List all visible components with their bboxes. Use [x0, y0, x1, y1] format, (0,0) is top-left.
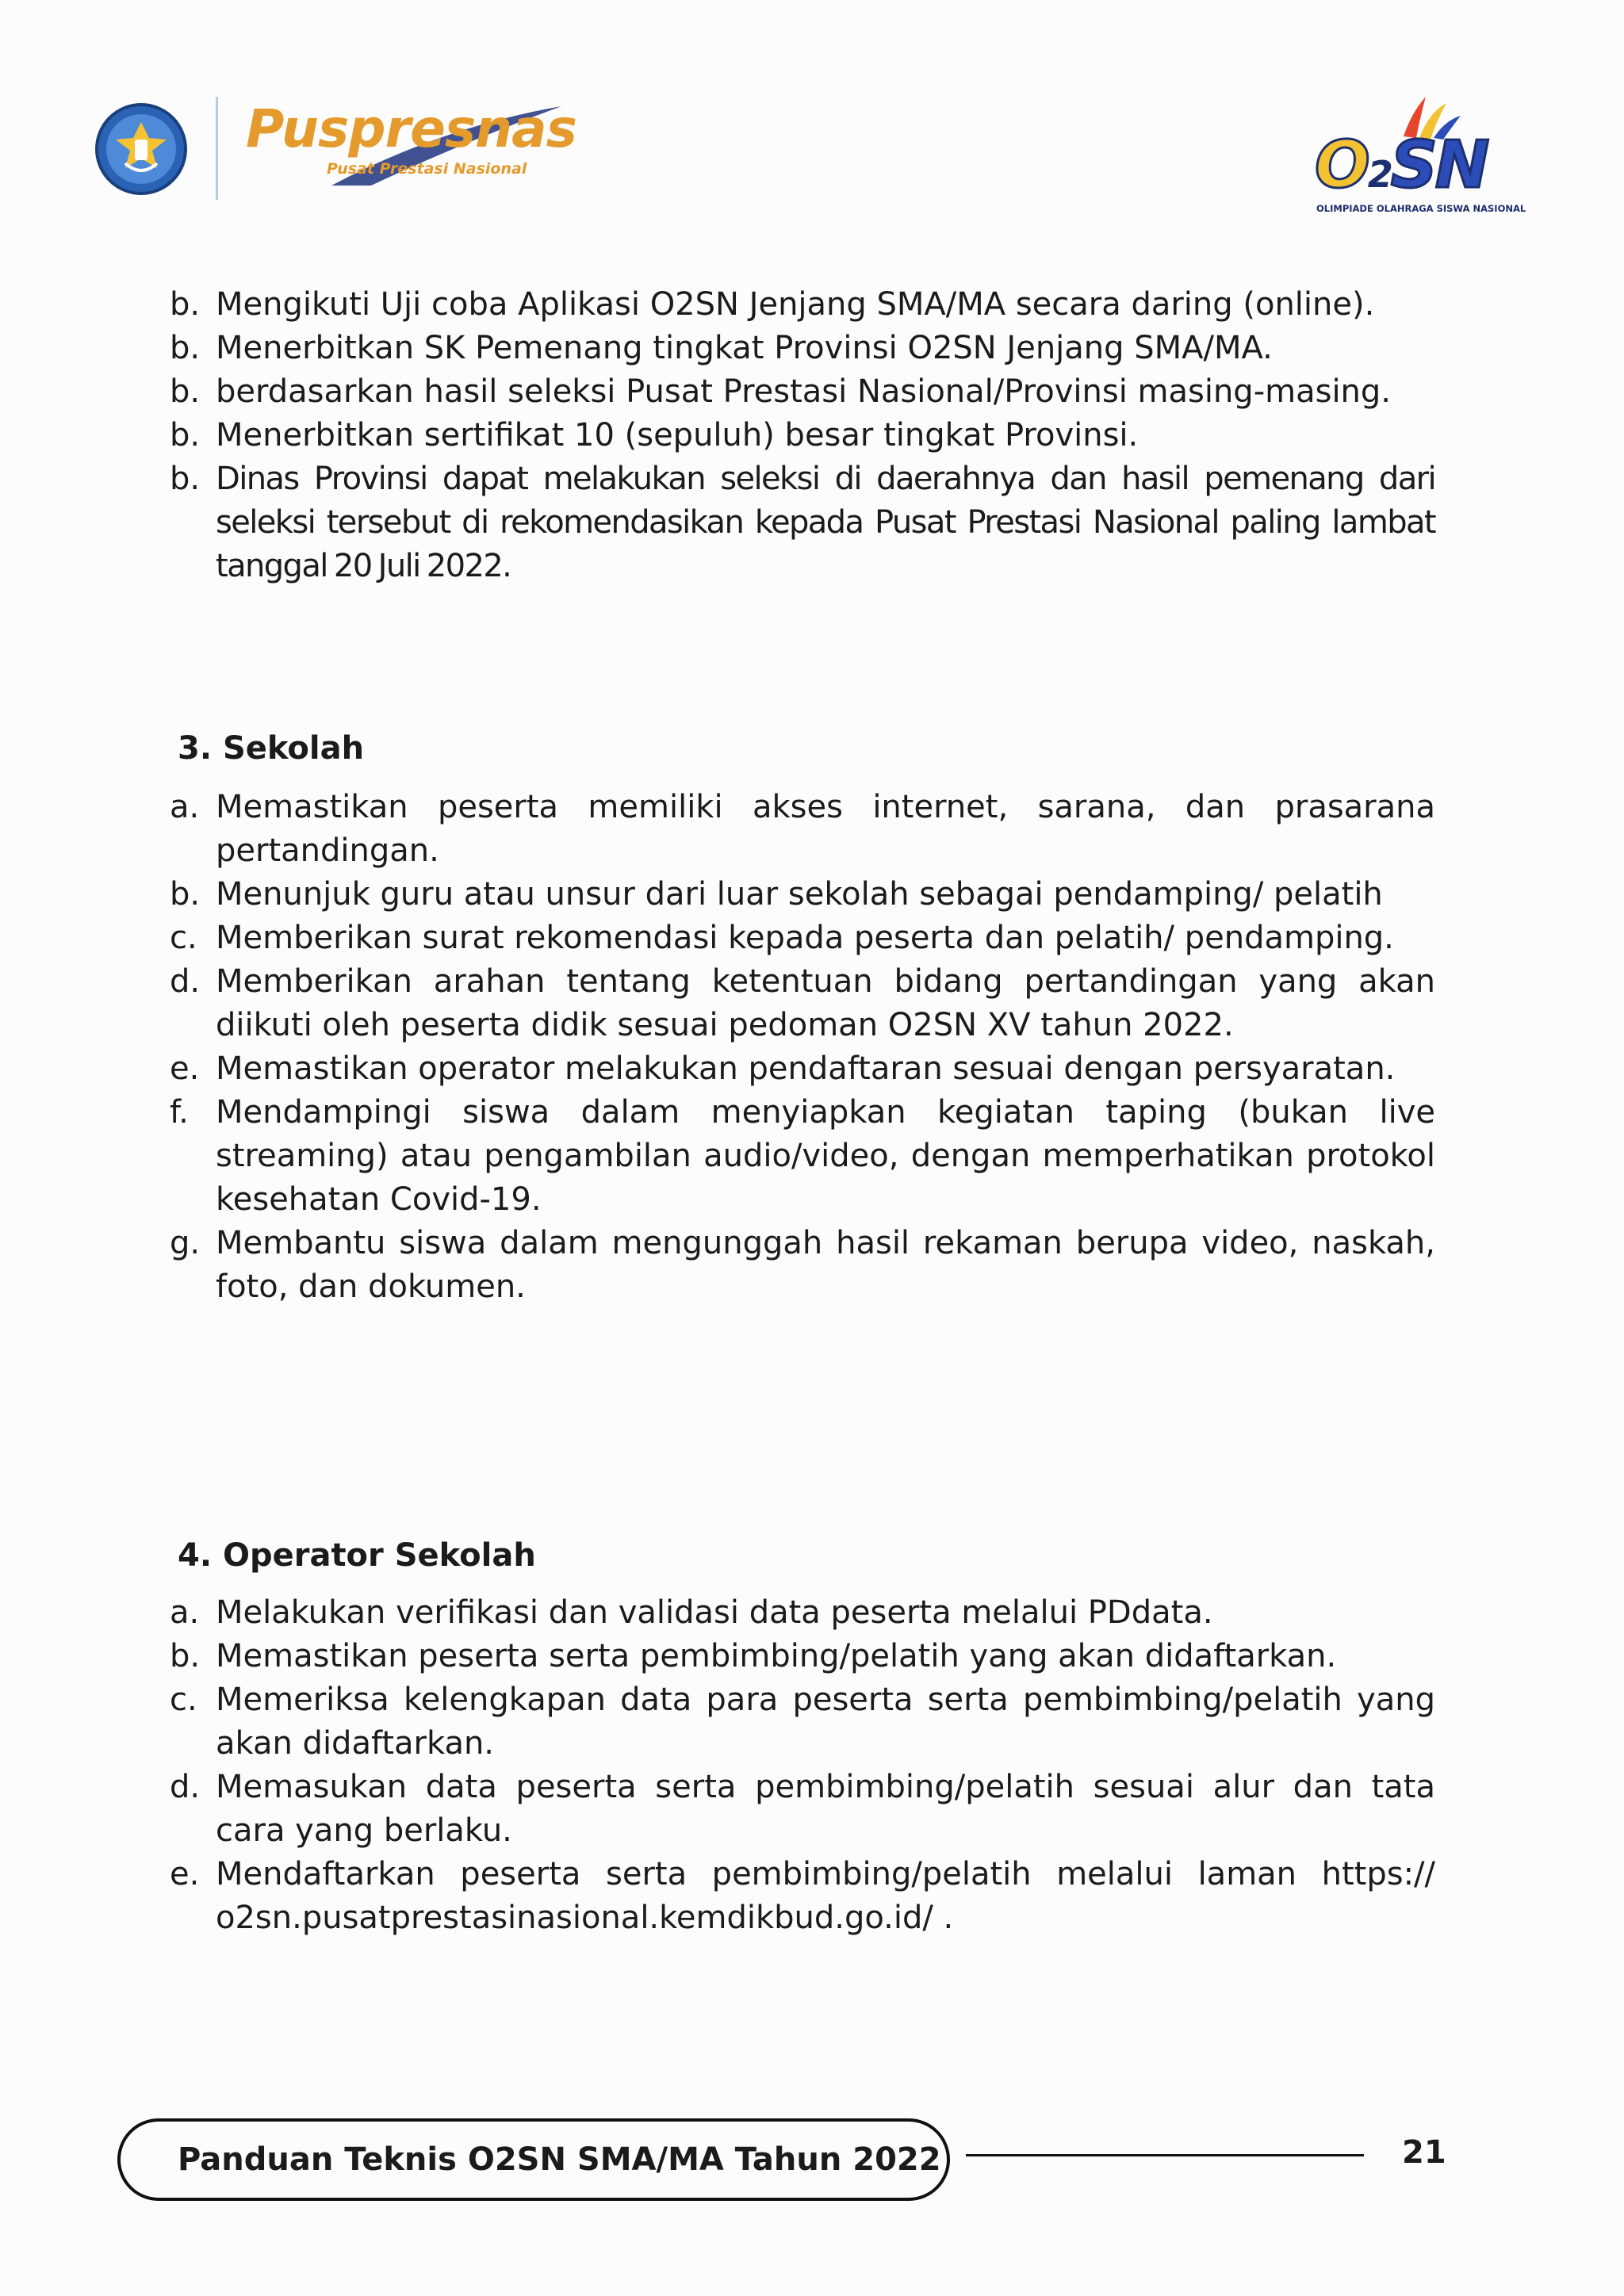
puspresnas-logo: [244, 98, 577, 190]
list-item-text: Melakukan verifikasi dan validasi data peserta melalui PDdata.: [216, 1594, 1213, 1631]
list-item-text: Menerbitkan sertifikat 10 (sepuluh) besar tingkat Provinsi.: [216, 417, 1139, 453]
kemdikbud-emblem-icon: [94, 101, 189, 197]
list-item: [170, 960, 1435, 1047]
list-marker: g.: [170, 1225, 201, 1261]
list-item: [170, 1222, 1435, 1309]
o2sn-logo: [1300, 89, 1538, 216]
list-item: [170, 1591, 1435, 1635]
province-duties-list: [170, 283, 1435, 588]
puspresnas-wordmark: Puspresnas: [246, 98, 576, 159]
list-item: [170, 1678, 1435, 1766]
page-number: 21: [1402, 2134, 1446, 2171]
list-marker: d.: [170, 963, 201, 1000]
list-marker: d.: [170, 1769, 201, 1805]
school-duties-list: [170, 786, 1435, 1309]
section-4-heading: 4. Operator Sekolah: [178, 1537, 536, 1574]
footer-title: Panduan Teknis O2SN SMA/MA Tahun 2022: [178, 2141, 941, 2178]
list-item-text: Memberikan surat rekomendasi kepada peserta dan pelatih/ pendamping.: [216, 920, 1394, 956]
list-marker: e.: [170, 1856, 200, 1892]
list-item-text: Memastikan operator melakukan pendaftaran sesuai dengan persyaratan.: [216, 1050, 1396, 1087]
list-marker: a.: [170, 789, 200, 825]
list-item: [170, 457, 1435, 588]
list-item: [170, 1047, 1435, 1091]
list-item-text: Mendaftarkan peserta serta pembimbing/pelatih melalui laman https:// o2sn.pusatprestasinasional.kemdikbud.go.id/ .: [216, 1856, 1435, 1936]
list-marker: c.: [170, 1682, 197, 1718]
list-marker: b.: [170, 286, 201, 323]
list-item-text: berdasarkan hasil seleksi Pusat Prestasi Nasional/Provinsi masing-masing.: [216, 373, 1392, 410]
list-marker: c.: [170, 920, 197, 956]
list-marker: b.: [170, 1638, 201, 1674]
list-item: [170, 370, 1435, 414]
list-item-text: Menerbitkan SK Pemenang tingkat Provinsi O2SN Jenjang SMA/MA.: [216, 330, 1273, 366]
list-marker: b.: [170, 373, 201, 410]
list-marker: b.: [170, 876, 201, 913]
list-item: [170, 1091, 1435, 1222]
list-item: [170, 873, 1435, 916]
list-marker: f.: [170, 1094, 189, 1131]
list-item-text: Membantu siswa dalam mengunggah hasil rekaman berupa video, naskah, foto, dan dokumen.: [216, 1225, 1435, 1305]
list-item-text: Memberikan arahan tentang ketentuan bidang pertandingan yang akan diikuti oleh peserta didik sesuai pedoman O2SN XV tahun 2022.: [216, 963, 1435, 1043]
list-item: [170, 414, 1435, 457]
list-item-text: Menunjuk guru atau unsur dari luar sekolah sebagai pendamping/ pelatih: [216, 876, 1383, 913]
list-item: [170, 283, 1435, 327]
list-item-text: Memeriksa kelengkapan data para peserta serta pembimbing/pelatih yang akan didaftarkan.: [216, 1682, 1435, 1762]
list-item: [170, 327, 1435, 370]
list-item-text: Mendampingi siswa dalam menyiapkan kegiatan taping (bukan live streaming) atau pengambilan audio/video, dengan memperhatikan protokol kesehatan Covid-19.: [216, 1094, 1435, 1218]
list-item-text: Mengikuti Uji coba Aplikasi O2SN Jenjang SMA/MA secara daring (online).: [216, 286, 1375, 323]
list-marker: e.: [170, 1050, 200, 1087]
list-item: [170, 1766, 1435, 1853]
list-marker: a.: [170, 1594, 200, 1631]
list-item-text: Memasukan data peserta serta pembimbing/pelatih sesuai alur dan tata cara yang berlaku.: [216, 1769, 1435, 1849]
list-item: [170, 1635, 1435, 1678]
section-3-heading: 3. Sekolah: [178, 730, 365, 767]
list-item-text: Dinas Provinsi dapat melakukan seleksi di daerahnya dan hasil pemenang dari seleksi tersebut di rekomendasikan kepada Pusat Prestasi Nasional paling lambat tanggal 20 Juli 2022.: [216, 461, 1435, 584]
list-item: [170, 1853, 1435, 1940]
puspresnas-tagline: Pusat Prestasi Nasional: [327, 160, 527, 178]
list-marker: b.: [170, 461, 201, 497]
o2sn-wordmark: O2SN: [1315, 128, 1488, 203]
o2sn-tagline: OLIMPIADE OLAHRAGA SISWA NASIONAL: [1316, 203, 1526, 214]
logo-divider: [216, 97, 218, 200]
list-item: [170, 916, 1435, 960]
list-item-text: Memastikan peserta serta pembimbing/pelatih yang akan didaftarkan.: [216, 1638, 1337, 1674]
list-item: [170, 786, 1435, 873]
footer-rule: [966, 2154, 1364, 2156]
list-marker: b.: [170, 417, 201, 453]
list-item-text: Memastikan peserta memiliki akses internet, sarana, dan prasarana pertandingan.: [216, 789, 1435, 869]
list-marker: b.: [170, 330, 201, 366]
operator-duties-list: [170, 1591, 1435, 1940]
